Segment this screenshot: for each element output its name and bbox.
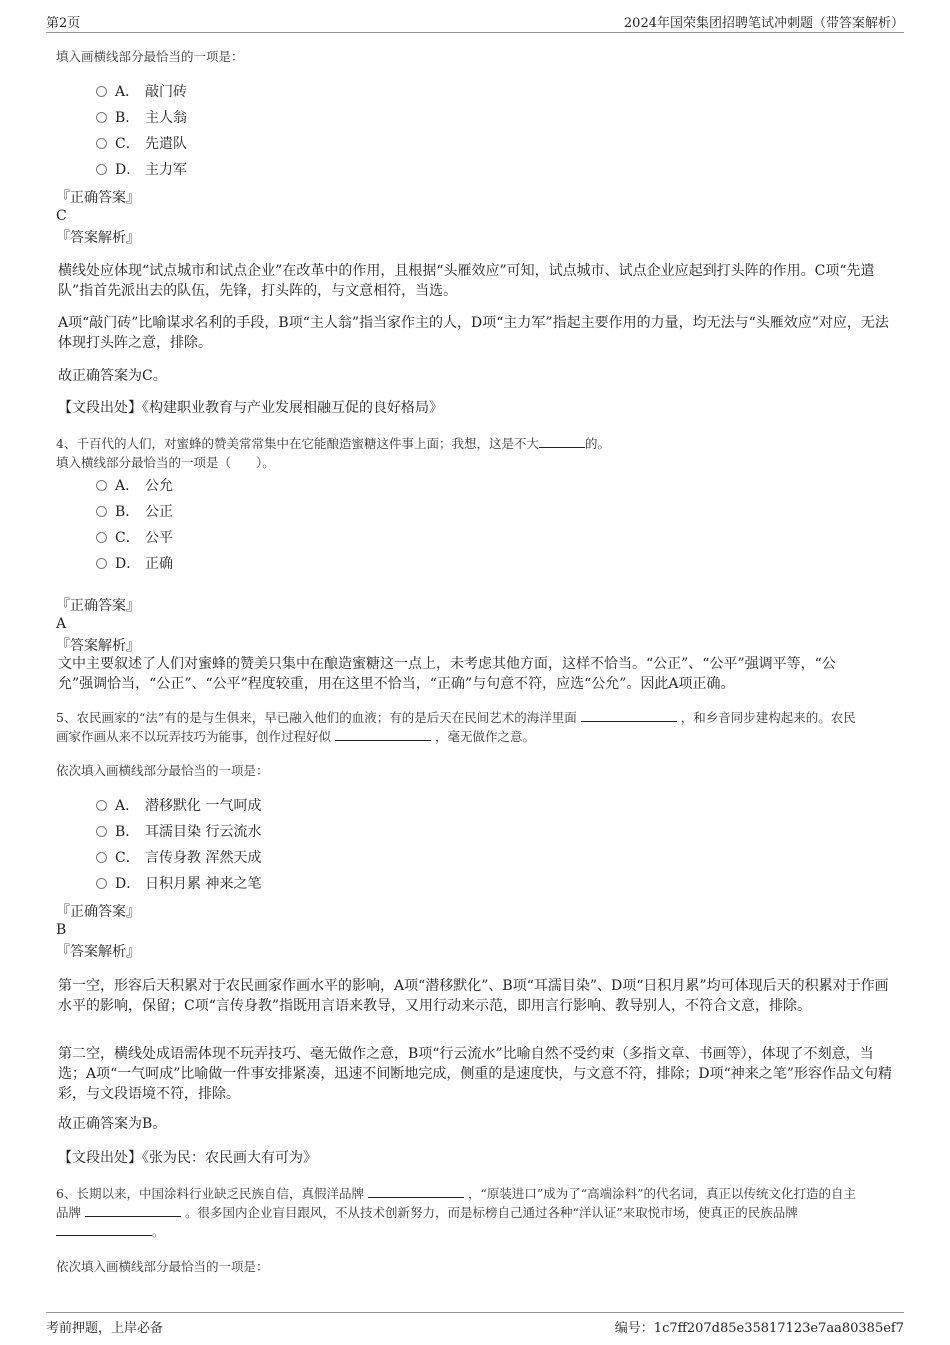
- q5-analysis-label: 『答案解析』: [56, 944, 140, 960]
- q5-option-b[interactable]: B． 耳濡目染 行云流水: [96, 822, 261, 842]
- q4-analysis: 文中主要叙述了人们对蜜蜂的赞美只集中在酿造蜜糖这一点上，未考虑其他方面，这样不恰当。“公正”、“公平”强调平等，“公允”强调恰当，“公正”、“公平”程度较重，用在这里不恰当，“正确”与句意不符，应选“公允”。因此A项正确。: [58, 656, 836, 692]
- q3-analysis-label: 『答案解析』: [56, 230, 140, 246]
- q3-option-b[interactable]: B． 主人翁: [96, 108, 187, 128]
- page-footer: [46, 1312, 904, 1335]
- q3-answer: C: [56, 208, 67, 224]
- blank-line: [539, 434, 585, 448]
- q4-option-a[interactable]: A． 公允: [96, 476, 173, 496]
- q5-option-d[interactable]: D． 日积月累 神来之笔: [96, 874, 261, 894]
- radio-icon[interactable]: [96, 852, 107, 863]
- q5-answer-label: 『正确答案』: [56, 904, 140, 920]
- q5-option-a[interactable]: A． 潜移默化 一气呵成: [96, 796, 261, 816]
- q5-analysis-para-2: 第二空，横线处成语需体现不玩弄技巧、毫无做作之意，B项“行云流水”比喻自然不受约束（多指文章、书画等），体现了不刻意，当选；A项“一气呵成”比喻做一件事安排紧凑，迅速不间断地完成，侧重的是速度快，与文意不符，排除；D项“神来之笔”形容作品文句精彩，与文段语境不符，排除。: [58, 1046, 892, 1102]
- q3-conclusion: 故正确答案为C。: [58, 368, 167, 384]
- q4-stem: 4、千百代的人们，对蜜蜂的赞美常常集中在它能酿造蜜糖这件事上面；我想，这是不大 的。: [56, 436, 610, 451]
- q4-answer: A: [56, 616, 67, 632]
- blank-line: [56, 1222, 152, 1236]
- q5-stem: 5、农民画家的“法”有的是与生俱来，早已融入他们的血液；有的是后天在民间艺术的海洋里面 ，和乡音同步建构起来的。农民 画家作画从来不以玩弄技巧为能事，创作过程好似 ，毫无做作之意。: [56, 710, 856, 744]
- q3-answer-label: 『正确答案』: [56, 190, 140, 206]
- document-title: 2024年国荣集团招聘笔试冲刺题（带答案解析）: [623, 16, 904, 31]
- blank-line: [335, 727, 431, 741]
- radio-icon[interactable]: [96, 138, 107, 149]
- q4-answer-label: 『正确答案』: [56, 598, 140, 614]
- q3-analysis-para-2: A项“敲门砖”比喻谋求名利的手段，B项“主人翁”指当家作主的人，D项“主力军”指起主要作用的力量，均无法与“头雁效应”对应，无法体现打头阵之意，排除。: [58, 315, 889, 351]
- q5-answer: B: [56, 922, 67, 938]
- radio-icon[interactable]: [96, 86, 107, 97]
- q4-option-b[interactable]: B． 公正: [96, 502, 173, 522]
- blank-line: [85, 1203, 181, 1217]
- document-id: 编号：1c7ff207d85e35817123e7aa80385ef7: [614, 1321, 904, 1336]
- radio-icon[interactable]: [96, 480, 107, 491]
- q4-prompt: 填入横线部分最恰当的一项是（ ）。: [56, 455, 275, 470]
- q6-prompt: 依次填入画横线部分最恰当的一项是：: [56, 1259, 269, 1274]
- page-header: [46, 12, 904, 33]
- q3-option-a[interactable]: A． 敲门砖: [96, 82, 187, 102]
- radio-icon[interactable]: [96, 558, 107, 569]
- footer-slogan: 考前押题，上岸必备: [46, 1321, 164, 1336]
- q6-stem: 6、长期以来，中国涂料行业缺乏民族自信，真假洋品牌 ，“原装进口”成为了“高端涂料”的代名词，真正以传统文化打造的自主 品牌 。很多国内企业盲目跟风，不从技术创新努力，而是标榜自己通过各种“洋认证”来取悦市场，使真正的民族品牌 。: [56, 1186, 857, 1239]
- q4-analysis-label: 『答案解析』: [56, 638, 140, 654]
- q5-source: 【文段出处】《张为民：农民画大有可为》: [58, 1150, 317, 1166]
- radio-icon[interactable]: [96, 164, 107, 175]
- blank-line: [581, 708, 677, 722]
- page-number: 第2页: [46, 16, 81, 31]
- radio-icon[interactable]: [96, 532, 107, 543]
- q3-analysis-para-1: 横线处应体现“试点城市和试点企业”在改革中的作用，且根据“头雁效应”可知，试点城市、试点企业应起到打头阵的作用。C项“先遣队”指首先派出去的队伍，先锋，打头阵的，与文意相符，当选。: [58, 263, 875, 299]
- radio-icon[interactable]: [96, 826, 107, 837]
- q3-option-d[interactable]: D． 主力军: [96, 160, 187, 180]
- q5-analysis-para-1: 第一空，形容后天积累对于农民画家作画水平的影响，A项“潜移默化”、B项“耳濡目染”、D项“日积月累”均可体现后天的积累对于作画水平的影响，保留；C项“言传身教”指既用言语来教导，又用行动来示范，即用言行影响、教导别人，不符合文意，排除。: [58, 978, 889, 1014]
- q3-prompt: 填入画横线部分最恰当的一项是：: [56, 49, 244, 64]
- radio-icon[interactable]: [96, 112, 107, 123]
- blank-line: [368, 1184, 464, 1198]
- q4-option-c[interactable]: C． 公平: [96, 528, 173, 548]
- q5-option-c[interactable]: C． 言传身教 浑然天成: [96, 848, 261, 868]
- radio-icon[interactable]: [96, 506, 107, 517]
- q3-option-c[interactable]: C． 先遣队: [96, 134, 187, 154]
- radio-icon[interactable]: [96, 800, 107, 811]
- q5-prompt: 依次填入画横线部分最恰当的一项是：: [56, 763, 269, 778]
- radio-icon[interactable]: [96, 878, 107, 889]
- q3-source: 【文段出处】《构建职业教育与产业发展相融互促的良好格局》: [58, 400, 443, 416]
- q4-option-d[interactable]: D． 正确: [96, 554, 173, 574]
- q5-conclusion: 故正确答案为B。: [58, 1116, 167, 1132]
